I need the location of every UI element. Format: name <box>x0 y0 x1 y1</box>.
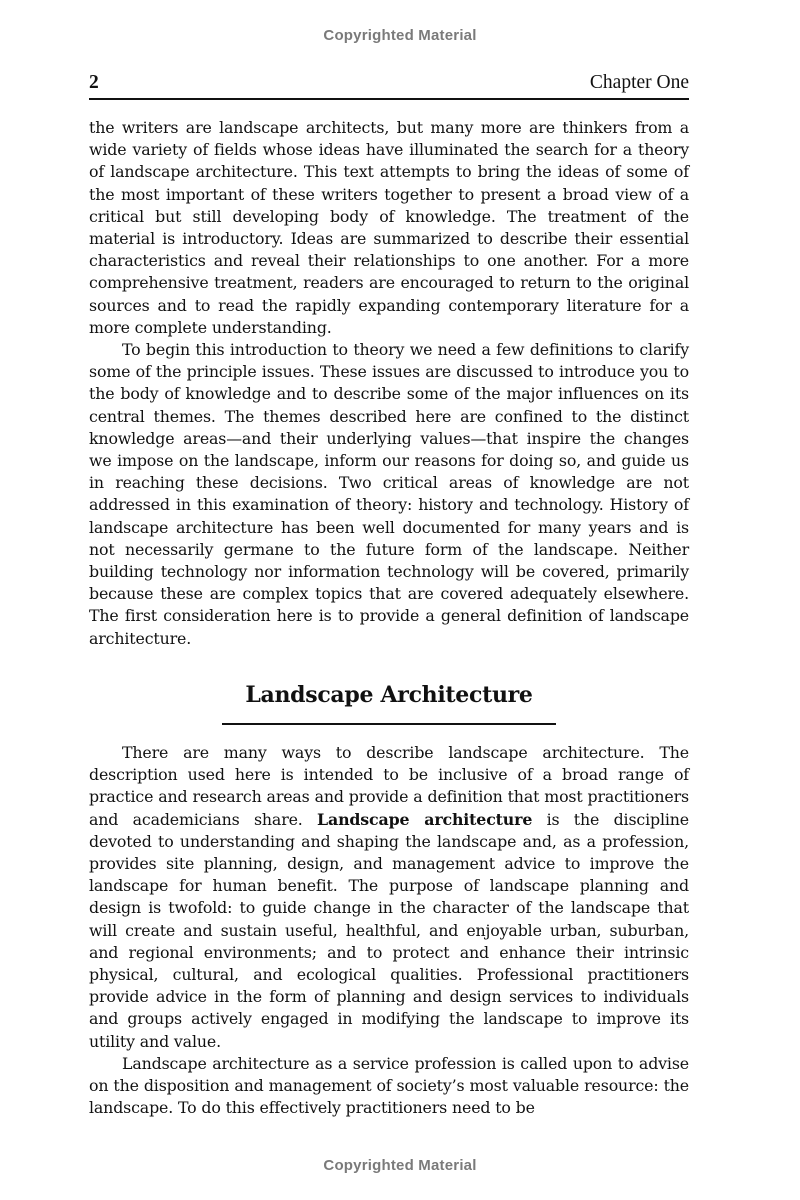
body-paragraph: Landscape architecture as a service profession is called upon to advise on the disposition and management of society’s most valuable resource: the landscape. To do this effectively practitioners need to be <box>89 1053 689 1118</box>
defined-term: Landscape architecture <box>317 809 533 829</box>
paragraph-text: is the discipline devoted to understanding and shaping the landscape and, as a profession, provides site planning, design, and management advice to improve the landscape for human benefit. The purpose of landscape planning and design is twofold: to guide change in the character of the landscape that will create and sustain useful, healthful, and enjoyable urban, suburban, and regional environments; and to protect and enhance their intrinsic physical, cultural, and ecological qualities. Professional practitioners provide advice in the form of planning and design services to individuals and groups actively engaged in modifying the landscape to improve its utility and value. <box>89 809 689 1051</box>
chapter-title: Chapter One <box>589 72 689 93</box>
body-paragraph: the writers are landscape architects, but many more are thinkers from a wide variety of fields whose ideas have illuminated the search for a theory of landscape architecture. This text attempts to bring the ideas of some of the most important of these writers together to present a broad view of a critical but still developing body of knowledge. The treatment of the material is introductory. Ideas are summarized to describe their essential characteristics and reveal their relationships to one another. For a more comprehensive treatment, readers are encouraged to return to the original sources and to read the rapidly expanding contemporary literature for a more complete understanding. <box>89 118 689 337</box>
watermark-bottom: Copyrighted Material <box>323 1157 477 1174</box>
paragraph-text: There are many ways to describe landscape architecture. The description used here is intended to be inclusive of a broad range of practice and research areas and provide a definition that most practitioners and academicians share. <box>89 743 689 829</box>
heading-rule <box>222 723 556 725</box>
section-heading: Landscape Architecture <box>245 682 533 708</box>
page-number: 2 <box>89 72 99 93</box>
body-paragraph <box>89 742 689 1053</box>
body-paragraph: To begin this introduction to theory we need a few definitions to clarify some of the principle issues. These issues are discussed to introduce you to the body of knowledge and to describe some of the major influences on its central themes. The themes described here are confined to the distinct knowledge areas—and their underlying values—that inspire the changes we impose on the landscape, inform our reasons for doing so, and guide us in reaching these decisions. Two critical areas of knowledge are not addressed in this examination of theory: history and technology. History of landscape architecture has been well documented for many years and is not necessarily germane to the future form of the landscape. Neither building technology nor information technology will be covered, primarily because these are complex topics that are covered adequately elsewhere. The first consideration here is to provide a general definition of landscape architecture. <box>89 340 689 648</box>
section-text <box>89 742 689 1119</box>
watermark-top: Copyrighted Material <box>323 27 477 44</box>
running-head <box>89 72 689 100</box>
intro-text <box>89 117 689 650</box>
